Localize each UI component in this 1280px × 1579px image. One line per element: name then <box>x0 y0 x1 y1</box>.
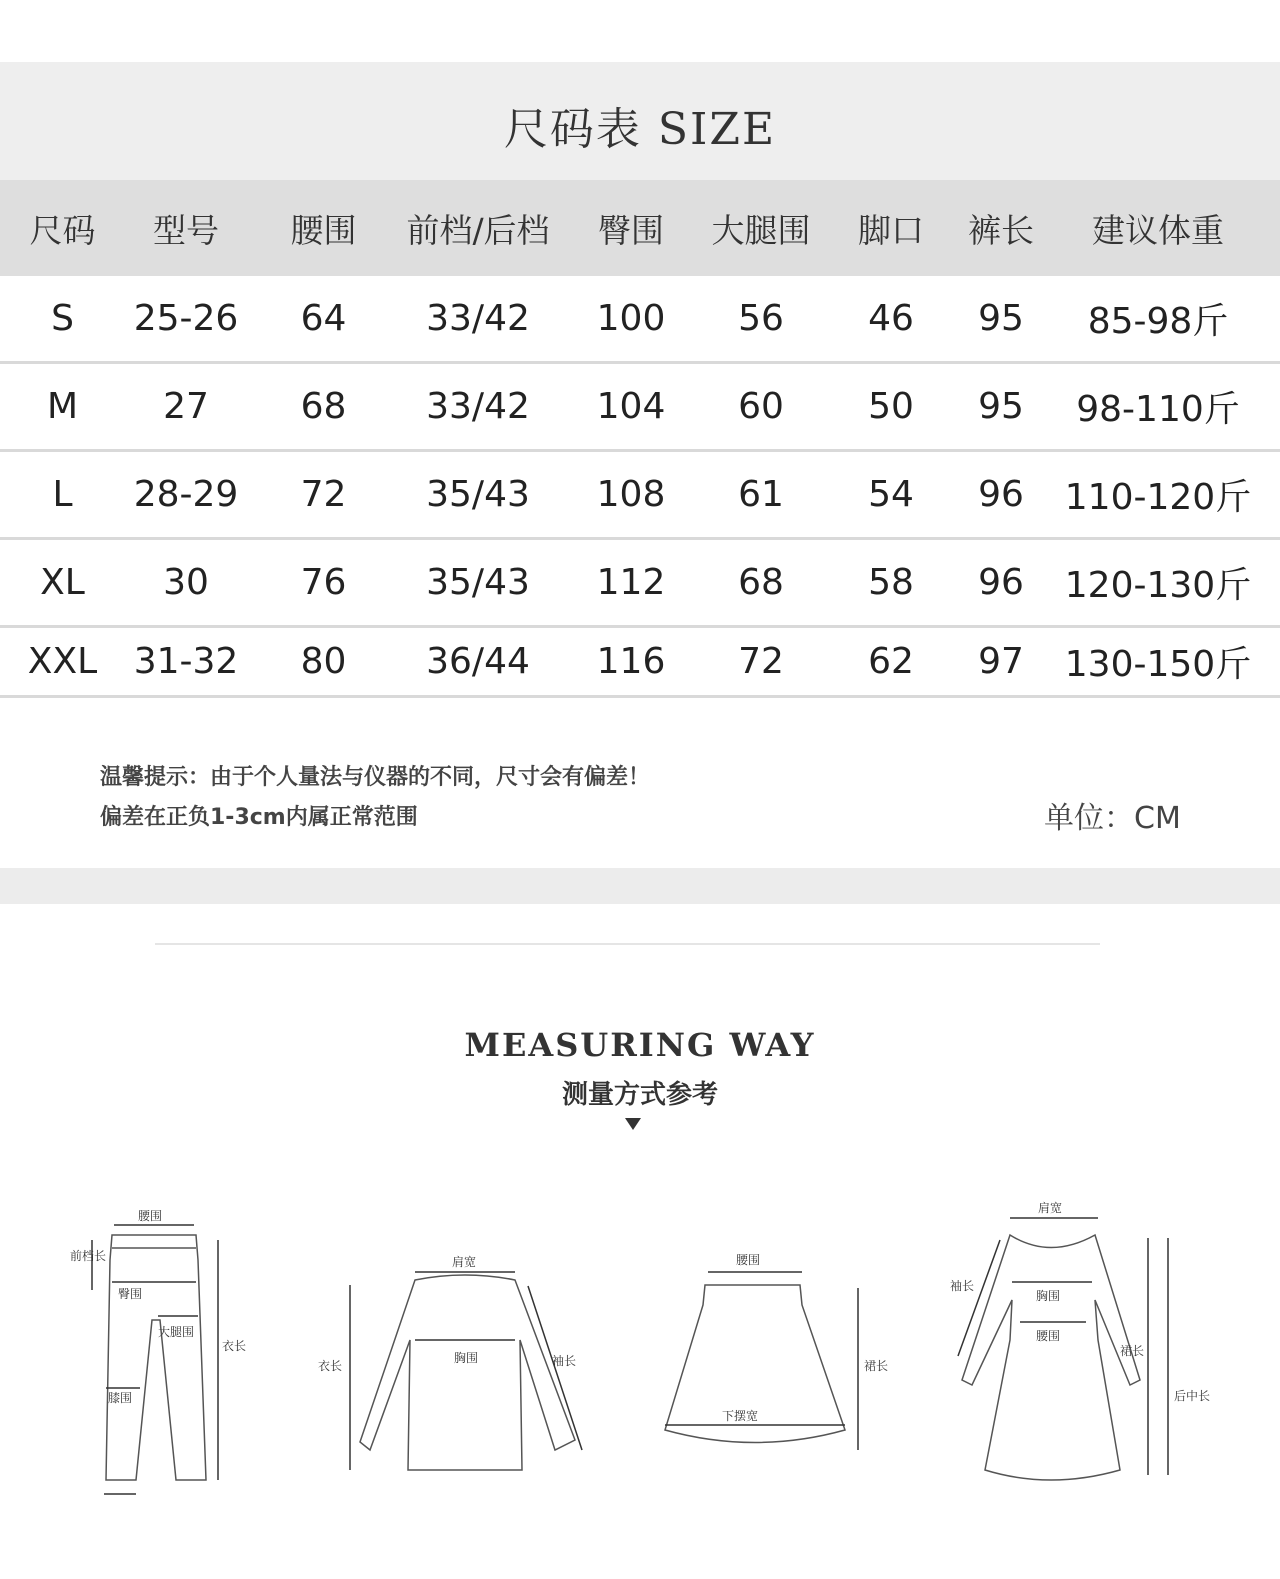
col-header-weight: 建议体重 <box>1092 210 1224 250</box>
pants-length-label: 衣长 <box>222 1339 247 1353</box>
cell-hip: 116 <box>596 641 666 682</box>
cell-length: 95 <box>978 298 1024 339</box>
top-shoulder-label: 肩宽 <box>452 1255 477 1269</box>
cell-thigh: 68 <box>738 562 784 603</box>
table-row <box>0 276 1280 364</box>
cell-thigh: 56 <box>738 298 784 339</box>
cell-hip: 108 <box>596 474 666 515</box>
pants-thigh-label: 大腿围 <box>158 1325 195 1339</box>
pants-waist-label: 腰围 <box>138 1209 163 1223</box>
table-header <box>0 180 1280 276</box>
unit-label: 单位：CM <box>1044 801 1181 836</box>
dress-shoulder-label: 肩宽 <box>1038 1201 1063 1215</box>
top-chest-label: 胸围 <box>454 1351 479 1365</box>
cell-waist: 68 <box>300 386 347 427</box>
cell-size: S <box>51 298 74 339</box>
cell-leg-opening: 54 <box>868 474 914 515</box>
cell-length: 96 <box>978 474 1024 515</box>
cell-size: XXL <box>27 641 98 682</box>
cell-model: 30 <box>163 562 209 603</box>
cell-model: 31-32 <box>133 641 239 682</box>
section-divider-band <box>0 868 1280 904</box>
cell-leg-opening: 58 <box>868 562 914 603</box>
measuring-way-title: MEASURING WAY <box>464 1026 816 1064</box>
col-header-length: 裤长 <box>968 210 1034 250</box>
cell-rise: 35/43 <box>426 562 530 603</box>
measuring-way-subtitle: 测量方式参考 <box>561 1080 718 1110</box>
cell-thigh: 60 <box>738 386 784 427</box>
top-length-label: 衣长 <box>318 1359 343 1373</box>
pants-illustration <box>106 1235 206 1480</box>
cell-leg-opening: 46 <box>868 298 914 339</box>
cell-weight: 98-110斤 <box>1076 389 1240 430</box>
cell-weight: 120-130斤 <box>1064 565 1252 606</box>
table-row <box>0 364 1280 452</box>
cell-rise: 33/42 <box>426 386 530 427</box>
top-sleeve-label: 袖长 <box>552 1354 577 1368</box>
cell-model: 25-26 <box>133 298 239 339</box>
dress-sleeve-label: 袖长 <box>950 1279 975 1293</box>
pants-rise-label: 前档长 <box>70 1249 107 1263</box>
cell-rise: 36/44 <box>426 641 530 682</box>
dress-length-label: 裙长 <box>1120 1344 1145 1358</box>
cell-waist: 80 <box>300 641 347 682</box>
skirt-waist-label: 腰围 <box>736 1253 761 1267</box>
cell-thigh: 72 <box>738 641 784 682</box>
cell-waist: 64 <box>300 298 347 339</box>
cell-leg-opening: 62 <box>868 641 914 682</box>
cell-size: XL <box>40 562 85 603</box>
table-row <box>0 628 1280 698</box>
notice-line-2: 偏差在正负1-3cm内属正常范围 <box>100 805 418 830</box>
col-header-hip: 臀围 <box>598 210 664 250</box>
cell-size: L <box>52 474 73 515</box>
cell-waist: 72 <box>300 474 347 515</box>
page-title: 尺码表 SIZE <box>503 104 777 155</box>
cell-length: 96 <box>978 562 1024 603</box>
cell-waist: 76 <box>300 562 347 603</box>
table-row <box>0 452 1280 540</box>
skirt-measure-lines <box>665 1272 858 1450</box>
col-header-leg-opening: 脚口 <box>858 210 924 250</box>
col-header-waist: 腰围 <box>290 210 357 250</box>
table-row <box>0 540 1280 628</box>
dress-waist-label: 腰围 <box>1036 1329 1061 1343</box>
cell-weight: 85-98斤 <box>1087 301 1229 342</box>
cell-weight: 130-150斤 <box>1064 644 1252 685</box>
cell-weight: 110-120斤 <box>1064 477 1252 518</box>
cell-length: 95 <box>978 386 1024 427</box>
cell-thigh: 61 <box>738 474 784 515</box>
cell-leg-opening: 50 <box>868 386 914 427</box>
cell-rise: 35/43 <box>426 474 530 515</box>
cell-rise: 33/42 <box>426 298 530 339</box>
cell-length: 97 <box>978 641 1024 682</box>
dress-chest-label: 胸围 <box>1036 1289 1061 1303</box>
col-header-model: 型号 <box>153 210 219 250</box>
cell-hip: 112 <box>596 562 666 603</box>
title-band <box>0 62 1280 180</box>
pants-hip-label: 臀围 <box>118 1287 143 1301</box>
arrow-down-icon <box>625 1118 641 1130</box>
cell-size: M <box>46 386 79 427</box>
col-header-size: 尺码 <box>29 210 96 250</box>
col-header-thigh: 大腿围 <box>711 210 811 250</box>
skirt-length-label: 裙长 <box>864 1359 889 1373</box>
cell-hip: 100 <box>596 298 666 339</box>
cell-model: 28-29 <box>133 474 239 515</box>
dress-back-length-label: 后中长 <box>1174 1389 1211 1403</box>
top-illustration <box>360 1275 575 1470</box>
divider-line <box>155 943 1100 945</box>
cell-hip: 104 <box>596 386 666 427</box>
cell-model: 27 <box>163 386 209 427</box>
pants-measure-lines <box>92 1225 218 1494</box>
notice-line-1: 温馨提示：由于个人量法与仪器的不同，尺寸会有偏差！ <box>100 765 651 790</box>
measurement-diagrams <box>0 1180 1280 1510</box>
col-header-rise: 前档/后档 <box>406 210 550 250</box>
pants-knee-label: 膝围 <box>108 1391 133 1405</box>
skirt-hem-label: 下摆宽 <box>722 1409 759 1423</box>
